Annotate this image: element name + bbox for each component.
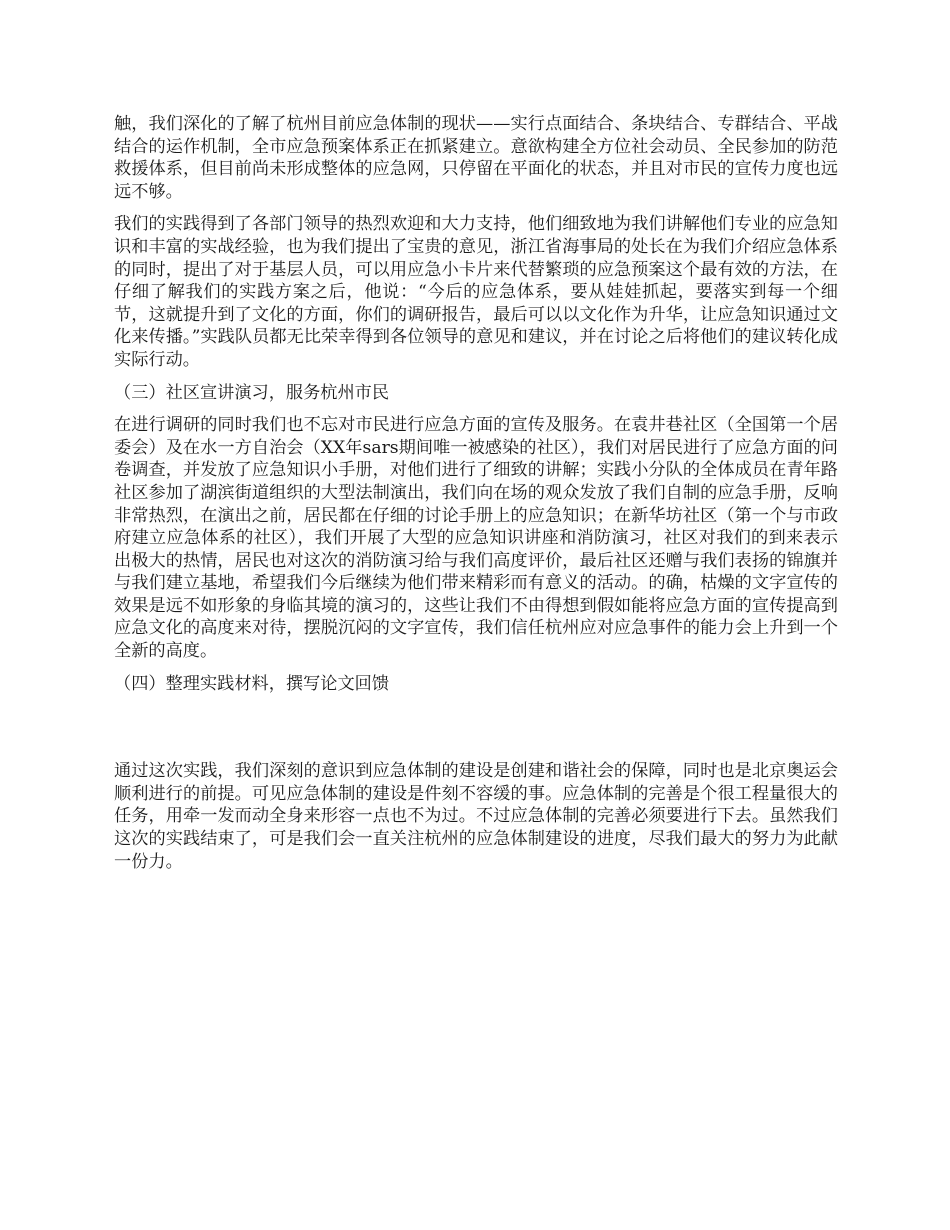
blank-space (114, 705, 838, 760)
paragraph-conclusion: 通过这次实践，我们深刻的意识到应急体制的建设是创建和谐社会的保障，同时也是北京奥运会顺利进行的前提。可见应急体制的建设是件刻不容缓的事。应急体制的完善是个很工程量很大的任务，用牵一发而动全身来形容一点也不为过。不过应急体制的完善必须要进行下去。虽然我们这次的实践结束了，可是我们会一直关注杭州的应急体制建设的进度，尽我们最大的努力为此献一份力。 (114, 761, 838, 872)
paragraph-emergency-status: 触，我们深化的了解了杭州目前应急体制的现状——实行点面结合、条块结合、专群结合、平战结合的运作机制，全市应急预案体系正在抓紧建立。意欲构建全方位社会动员、全民参加的防范救援体系，但目前尚未形成整体的应急网，只停留在平面化的状态，并且对市民的宣传力度也远远不够。 (114, 114, 838, 202)
section-heading-community: （三）社区宣讲演习，服务杭州市民 (114, 382, 390, 403)
section-heading-materials: （四）整理实践材料，撰写论文回馈 (114, 673, 390, 694)
paragraph-leader-support: 我们的实践得到了各部门领导的热烈欢迎和大力支持，他们细致地为我们讲解他们专业的应急知识和丰富的实战经验，也为我们提出了宝贵的意见，浙江省海事局的处长在为我们介绍应急体系的同时，提出了对于基层人员，可以用应急小卡片来代替繁琐的应急预案这个最有效的方法，在仔细了解我们的实践方案之后，他说：“今后的应急体系，要从娃娃抓起，要落实到每一个细节，这就提升到了文化的方面，你们的调研报告，最后可以以文化作为升华，让应急知识通过文化来传播。”实践队员都无比荣幸得到各位领导的意见和建议，并在讨论之后将他们的建议转化成实际行动。 (114, 214, 838, 370)
paragraph-community-service: 在进行调研的同时我们也不忘对市民进行应急方面的宣传及服务。在袁井巷社区（全国第一个居委会）及在水一方自治会（XX年sars期间唯一被感染的社区），我们对居民进行了应急方面的问卷调查，并发放了应急知识小手册，对他们进行了细致的讲解；实践小分队的全体成员在青年路社区参加了湖滨街道组织的大型法制演出，我们向在场的观众发放了我们自制的应急手册，反响非常热烈，在演出之前，居民都在仔细的讨论手册上的应急知识；在新华坊社区（第一个与市政府建立应急体系的社区），我们开展了大型的应急知识讲座和消防演习，社区对我们的到来表示出极大的热情，居民也对这次的消防演习给与我们高度评价，最后社区还赠与我们表扬的锦旗并与我们建立基地，希望我们今后继续为他们带来精彩而有意义的活动。的确，枯燥的文字宣传的效果是远不如形象的身临其境的演习的，这些让我们不由得想到假如能将应急方面的宣传提高到应急文化的高度来对待，摆脱沉闷的文字宣传，我们信任杭州应对应急事件的能力会上升到一个全新的高度。 (114, 415, 838, 662)
document-body (114, 113, 838, 883)
